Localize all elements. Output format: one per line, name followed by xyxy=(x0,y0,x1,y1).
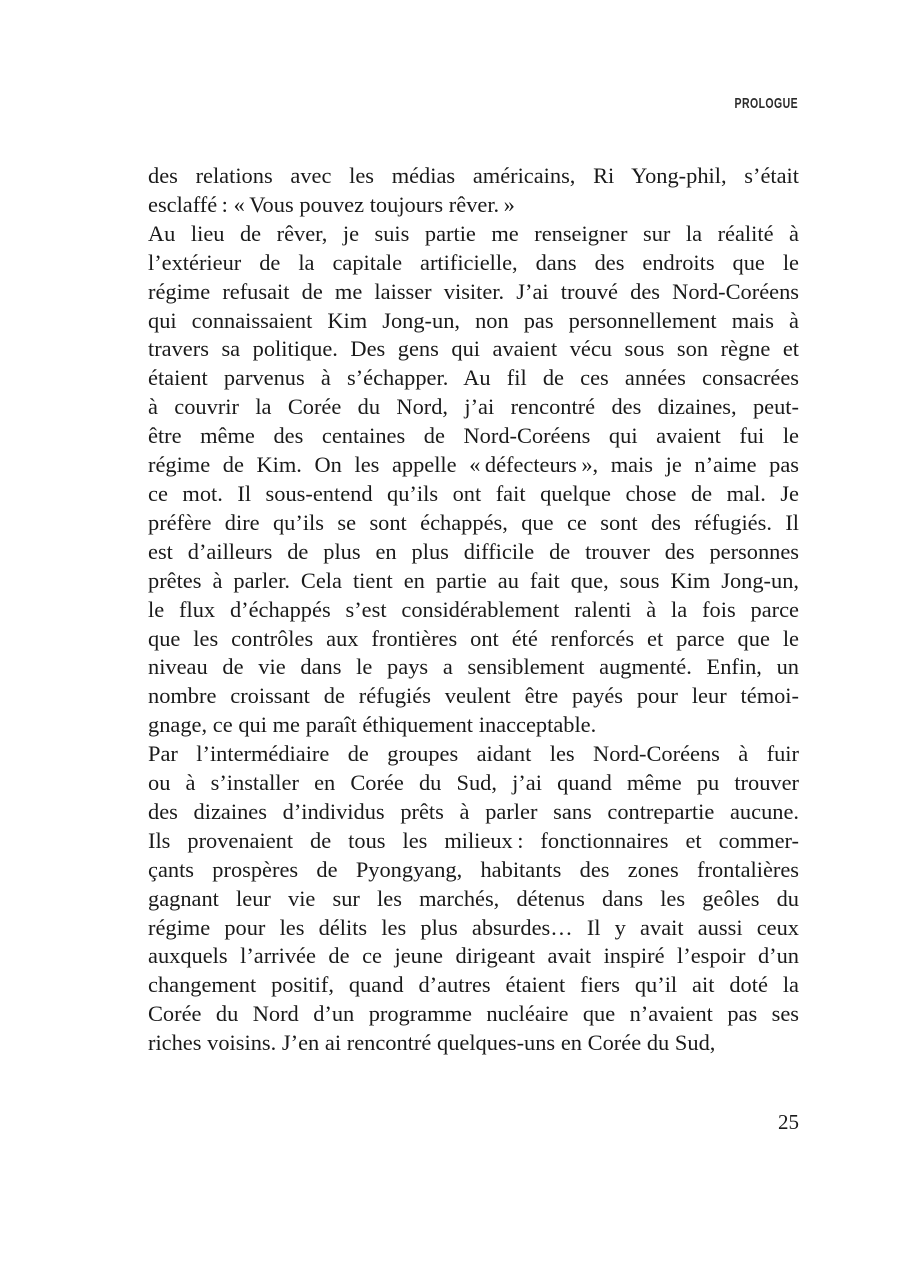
text-line: Au lieu de rêver, je suis partie me renseigner sur la réalité à xyxy=(148,220,799,246)
text-line: changement positif, quand d’autres étaient fiers qu’il ait doté la xyxy=(148,972,799,998)
paragraph xyxy=(148,220,799,740)
text-line: des relations avec les médias américains, Ri Yong-phil, s’était xyxy=(148,163,799,188)
text-line: gnage, ce qui me paraît éthiquement inacceptable. xyxy=(148,712,597,738)
text-line: Ils provenaient de tous les milieux : fonctionnaires et commer- xyxy=(148,827,799,853)
body-text-block xyxy=(148,162,799,1058)
text-line: prêtes à parler. Cela tient en partie au fait que, sous Kim Jong-un, xyxy=(148,567,799,593)
running-header: PROLOGUE xyxy=(734,95,798,112)
text-line: le flux d’échappés s’est considérablement ralenti à la fois parce xyxy=(148,596,799,622)
text-line: esclaffé : « Vous pouvez toujours rêver. » xyxy=(148,191,515,217)
text-line: qui connaissaient Kim Jong-un, non pas personnellement mais à xyxy=(148,307,799,333)
paragraph xyxy=(148,162,799,220)
text-line: auxquels l’arrivée de ce jeune dirigeant avait inspiré l’espoir d’un xyxy=(148,943,799,969)
text-line: est d’ailleurs de plus en plus difficile de trouver des personnes xyxy=(148,538,799,564)
text-line: travers sa politique. Des gens qui avaient vécu sous son règne et xyxy=(148,336,799,362)
text-line: riches voisins. J’en ai rencontré quelques-uns en Corée du Sud, xyxy=(148,1030,716,1056)
text-line: régime refusait de me laisser visiter. J’ai trouvé des Nord-Coréens xyxy=(148,278,799,304)
text-line: régime de Kim. On les appelle « défecteurs », mais je n’aime pas xyxy=(148,452,799,478)
text-line: étaient parvenus à s’échapper. Au fil de ces années consacrées xyxy=(148,365,799,391)
text-line: que les contrôles aux frontières ont été renforcés et parce que le xyxy=(148,625,799,651)
text-line: ce mot. Il sous-entend qu’ils ont fait quelque chose de mal. Je xyxy=(148,480,799,506)
text-line: niveau de vie dans le pays a sensiblement augmenté. Enfin, un xyxy=(148,654,799,680)
paragraph xyxy=(148,740,799,1058)
text-line: ou à s’installer en Corée du Sud, j’ai quand même pu trouver xyxy=(148,770,799,796)
text-line: à couvrir la Corée du Nord, j’ai rencontré des dizaines, peut- xyxy=(148,394,799,420)
text-line: régime pour les délits les plus absurdes… Il y avait aussi ceux xyxy=(148,914,799,940)
page-number: 25 xyxy=(778,1110,799,1134)
text-line: Par l’intermédiaire de groupes aidant les Nord-Coréens à fuir xyxy=(148,741,799,767)
text-line: nombre croissant de réfugiés veulent être payés pour leur témoi- xyxy=(148,683,799,709)
text-line: être même des centaines de Nord-Coréens qui avaient fui le xyxy=(148,423,799,449)
text-line: gagnant leur vie sur les marchés, détenus dans les geôles du xyxy=(148,885,799,911)
text-line: l’extérieur de la capitale artificielle, dans des endroits que le xyxy=(148,249,799,275)
text-line: des dizaines d’individus prêts à parler sans contrepartie aucune. xyxy=(148,798,799,824)
text-line: çants prospères de Pyongyang, habitants des zones frontalières xyxy=(148,856,799,882)
text-line: préfère dire qu’ils se sont échappés, que ce sont des réfugiés. Il xyxy=(148,509,799,535)
text-line: Corée du Nord d’un programme nucléaire que n’avaient pas ses xyxy=(148,1001,799,1027)
